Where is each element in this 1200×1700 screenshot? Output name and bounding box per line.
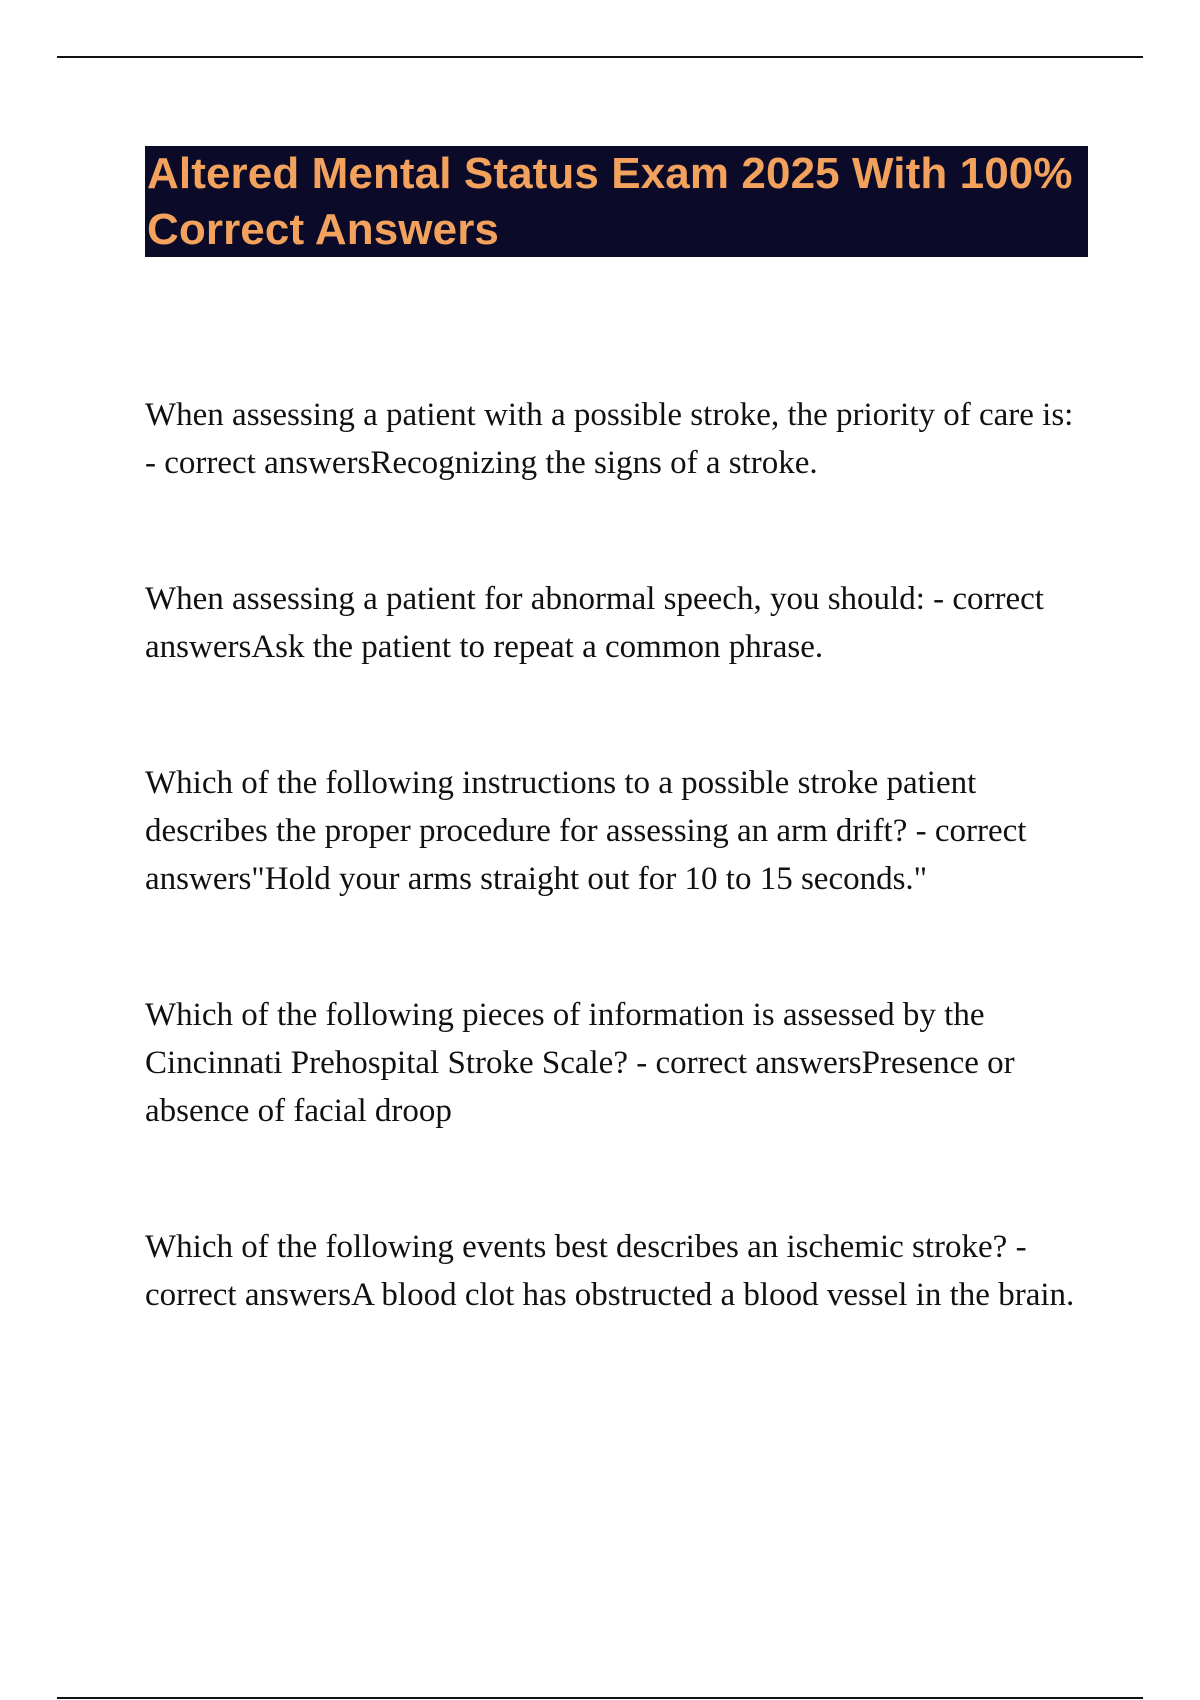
question-answer-list — [145, 391, 1085, 1319]
qa-item-2: When assessing a patient for abnormal speech, you should: - correct answersAsk the patient to repeat a common phrase. — [145, 581, 1044, 665]
qa-item-4: Which of the following pieces of information is assessed by the Cincinnati Prehospital Stroke Scale? - correct answersPresence or absence of facial droop — [145, 997, 1015, 1129]
qa-item-5: Which of the following events best describes an ischemic stroke? - correct answersA blood clot has obstructed a blood vessel in the brain. — [145, 1229, 1075, 1313]
top-divider — [57, 56, 1143, 58]
title-banner — [145, 146, 1088, 257]
document-title: Altered Mental Status Exam 2025 With 100% Correct Answers — [147, 149, 1073, 254]
qa-item-3: Which of the following instructions to a possible stroke patient describes the proper procedure for assessing an arm drift? - correct answers"Hold your arms straight out for 10 to 15 seconds." — [145, 765, 1027, 897]
qa-item-1: When assessing a patient with a possible stroke, the priority of care is: - correct answersRecognizing the signs of a stroke. — [145, 397, 1074, 481]
bottom-divider — [57, 1697, 1143, 1699]
